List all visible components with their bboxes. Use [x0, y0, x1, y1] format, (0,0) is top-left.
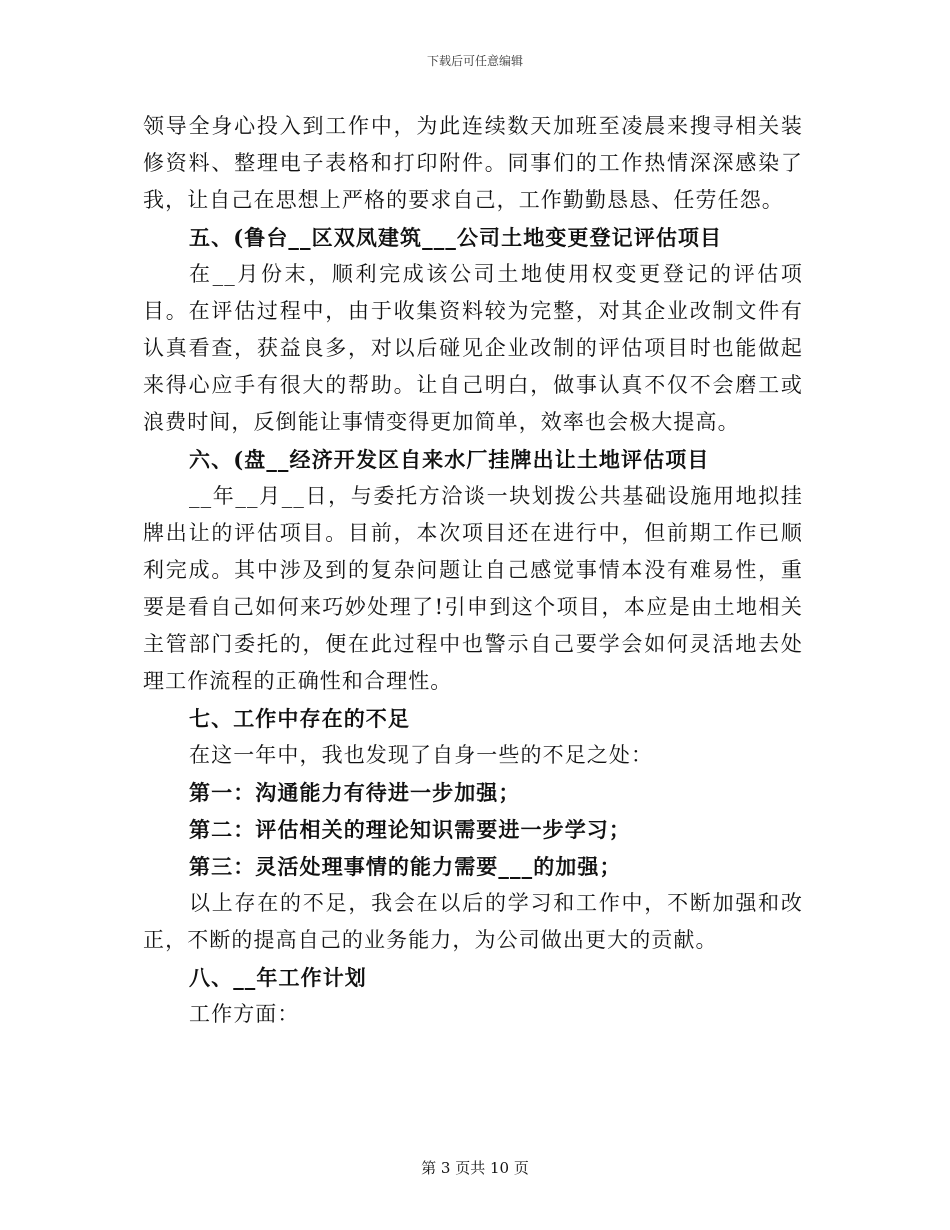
paragraph: 领导全身心投入到工作中，为此连续数天加班至凌晨来搜寻相关装修资料、整理电子表格和打印附件。同事们的工作热情深深感染了我，让自己在思想上严格的要求自己，工作勤勤恳恳、任劳任怨。 [143, 114, 803, 212]
paragraph: 工作方面： [189, 1002, 300, 1026]
paragraph: 以上存在的不足，我会在以后的学习和工作中，不断加强和改正，不断的提高自己的业务能力，为公司做出更大的贡献。 [143, 891, 803, 952]
section-heading: 六、(盘__经济开发区自来水厂挂牌出让土地评估项目 [189, 447, 710, 472]
section-heading: 五、(鲁台__区双凤建筑___公司土地变更登记评估项目 [189, 225, 723, 250]
section-heading: 八、__年工作计划 [189, 965, 367, 990]
page-footer: 第 3 页共 10 页 [421, 1159, 529, 1177]
section-heading: 七、工作中存在的不足 [189, 706, 410, 731]
paragraph: 在这一年中，我也发现了自身一些的不足之处： [189, 743, 654, 767]
document-body [143, 108, 803, 1033]
list-item: 第二：评估相关的理论知识需要进一步学习； [189, 817, 631, 842]
list-item: 第三：灵活处理事情的能力需要___的加强； [189, 854, 622, 879]
paragraph: __年__月__日，与委托方洽谈一块划拨公共基础设施用地拟挂牌出让的评估项目。目前，本次项目还在进行中，但前期工作已顺利完成。其中涉及到的复杂问题让自己感觉事情本没有难易性，重要是看自己如何来巧妙处理了!引申到这个项目，本应是由土地相关主管部门委托的，便在此过程中也警示自己要学会如何灵活地去处理工作流程的正确性和合理性。 [143, 484, 803, 693]
page-header: 下载后可任意编辑 [426, 54, 523, 68]
paragraph: 在__月份末，顺利完成该公司土地使用权变更登记的评估项目。在评估过程中，由于收集资料较为完整，对其企业改制文件有认真看查，获益良多，对以后碰见企业改制的评估项目时也能做起来得心应手有很大的帮助。让自己明白，做事认真不仅不会磨工或浪费时间，反倒能让事情变得更加简单，效率也会极大提高。 [143, 262, 803, 434]
list-item: 第一：沟通能力有待进一步加强； [189, 780, 521, 805]
